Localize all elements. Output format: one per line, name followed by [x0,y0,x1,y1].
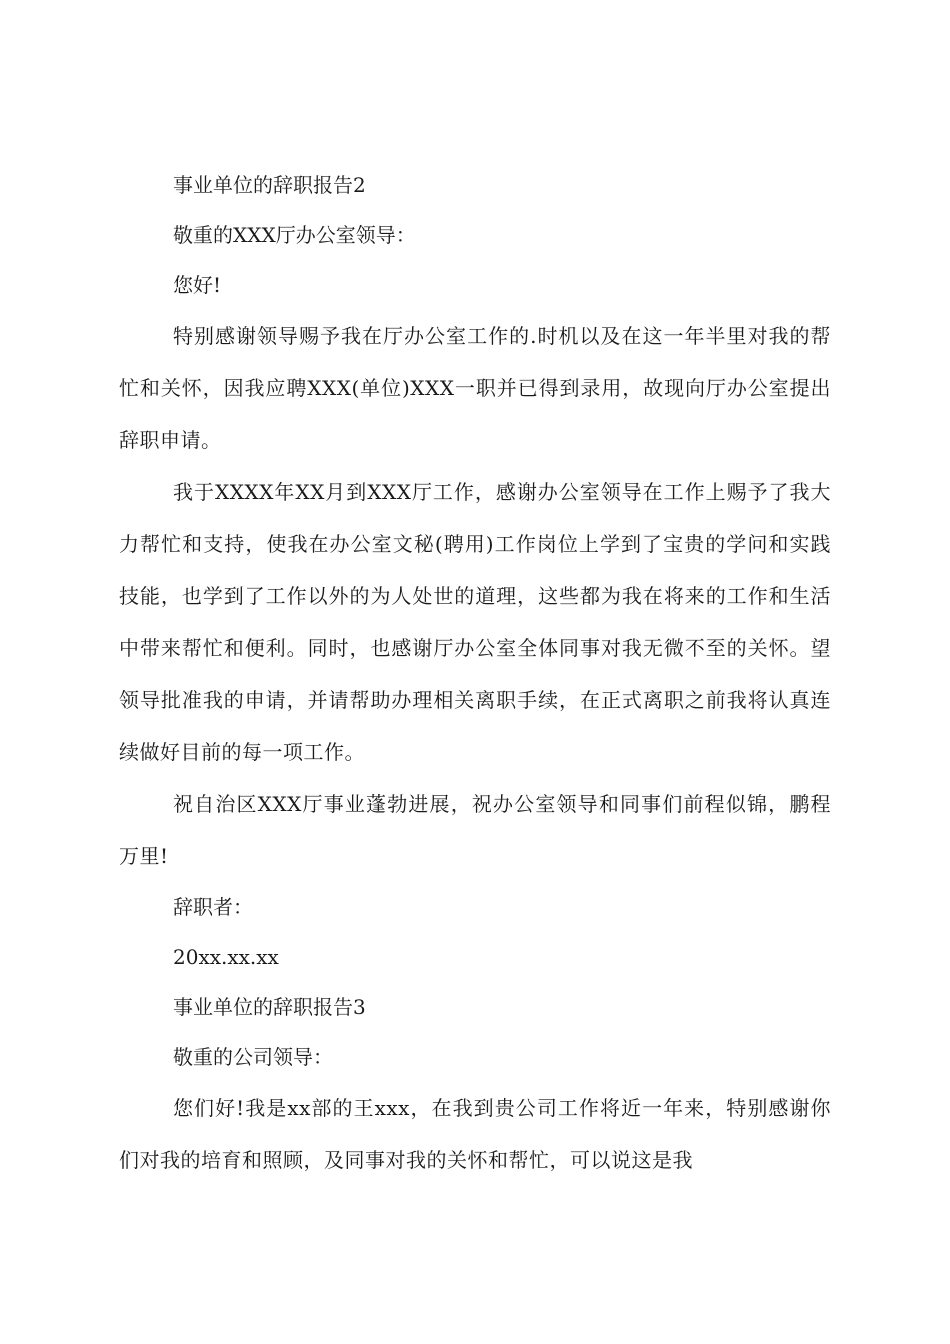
section2-paragraph-1: 特别感谢领导赐予我在厅办公室工作的.时机以及在这一年半里对我的帮忙和关怀，因我应聘XXX(单位)XXX一职并已得到录用，故现向厅办公室提出辞职申请。 [119,324,831,452]
section3-salutation: 敬重的公司领导： [173,1045,333,1069]
section2-title: 事业单位的辞职报告2 [173,173,366,197]
section2-signoff: 辞职者： [173,895,253,919]
section2-paragraph-2: 我于XXXX年XX月到XXX厅工作，感谢办公室领导在工作上赐予了我大力帮忙和支持，使我在办公室文秘(聘用)工作岗位上学到了宝贵的学问和实践技能，也学到了工作以外的为人处世的道理，这些都为我在将来的工作和生活中带来帮忙和便利。同时，也感谢厅办公室全体同事对我无微不至的关怀。望领导批准我的申请，并请帮助办理相关离职手续，在正式离职之前我将认真连续做好目前的每一项工作。 [119,480,831,764]
section2-greeting: 您好! [173,273,222,297]
section3-title: 事业单位的辞职报告3 [173,995,366,1019]
section3-paragraph-1: 您们好!我是xx部的王xxx，在我到贵公司工作将近一年来，特别感谢你们对我的培育和照顾，及同事对我的关怀和帮忙，可以说这是我 [119,1096,831,1172]
section2-date: 20xx.xx.xx [173,945,279,969]
section2-salutation: 敬重的XXX厅办公室领导： [173,223,416,247]
document-body [119,160,831,1186]
section2-paragraph-3: 祝自治区XXX厅事业蓬勃进展，祝办公室领导和同事们前程似锦，鹏程万里! [119,792,831,868]
